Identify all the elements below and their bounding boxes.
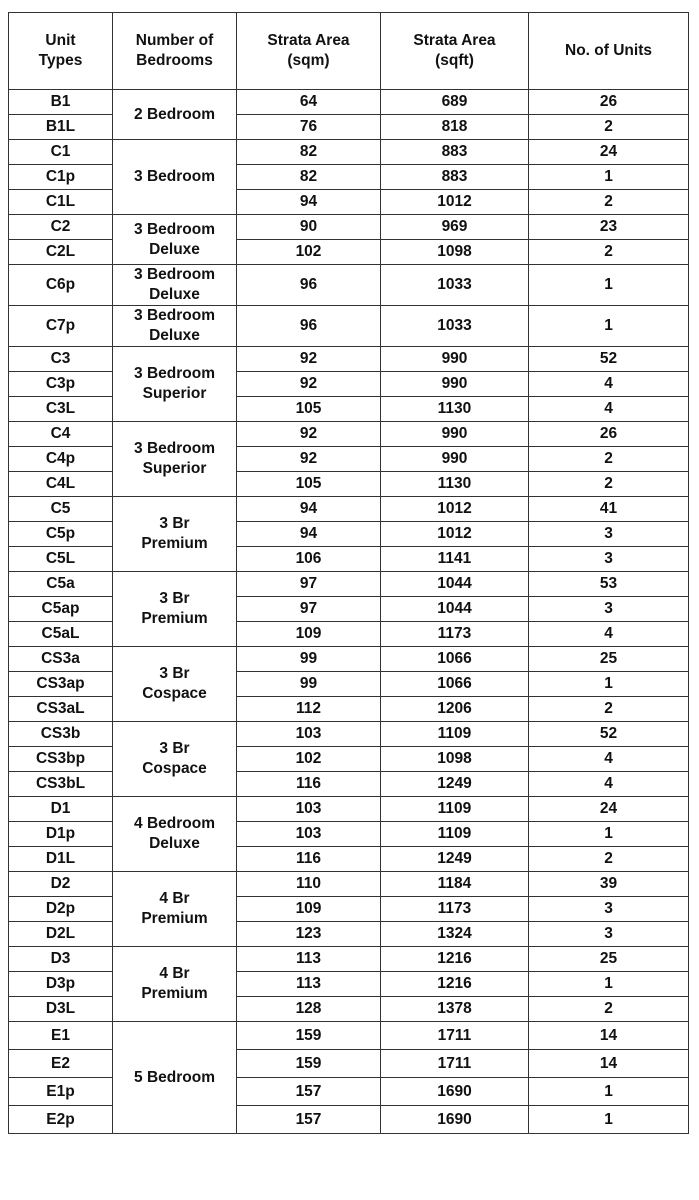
strata-area-sqft-cell: 1690 [381, 1078, 529, 1106]
no-of-units-cell: 39 [529, 872, 689, 897]
strata-area-sqft-cell: 883 [381, 165, 529, 190]
no-of-units-cell: 14 [529, 1050, 689, 1078]
strata-area-sqft-cell: 969 [381, 215, 529, 240]
table-row [9, 90, 689, 115]
table-row [9, 747, 689, 772]
strata-area-sqm-cell: 90 [237, 215, 381, 240]
table-row [9, 797, 689, 822]
strata-area-sqm-cell: 92 [237, 422, 381, 447]
header-strata-area-sqft: Strata Area (sqft) [381, 13, 529, 90]
strata-area-sqm-cell: 94 [237, 190, 381, 215]
strata-area-sqm-cell: 128 [237, 997, 381, 1022]
unit-type-cell: D2p [9, 897, 113, 922]
table-row [9, 347, 689, 372]
no-of-units-cell: 23 [529, 215, 689, 240]
bedroom-type-cell: 3 Bedroom Superior [113, 347, 237, 422]
strata-area-sqft-cell: 1141 [381, 547, 529, 572]
table-row [9, 165, 689, 190]
table-row [9, 372, 689, 397]
unit-type-cell: C1 [9, 140, 113, 165]
table-row [9, 597, 689, 622]
strata-area-sqft-cell: 1044 [381, 572, 529, 597]
unit-type-cell: D3 [9, 947, 113, 972]
bedroom-type-cell: 5 Bedroom [113, 1022, 237, 1134]
strata-area-sqft-cell: 1711 [381, 1050, 529, 1078]
unit-type-cell: D1L [9, 847, 113, 872]
unit-type-cell: C4p [9, 447, 113, 472]
unit-type-cell: D2 [9, 872, 113, 897]
strata-area-sqft-cell: 1184 [381, 872, 529, 897]
unit-type-cell: C5L [9, 547, 113, 572]
unit-type-cell: CS3bp [9, 747, 113, 772]
strata-area-sqm-cell: 76 [237, 115, 381, 140]
strata-area-sqft-cell: 1173 [381, 622, 529, 647]
strata-area-sqft-cell: 1044 [381, 597, 529, 622]
table-header-row [9, 13, 689, 90]
unit-type-cell: B1L [9, 115, 113, 140]
unit-type-cell: C5aL [9, 622, 113, 647]
bedroom-type-cell: 3 Br Premium [113, 572, 237, 647]
strata-area-sqft-cell: 1324 [381, 922, 529, 947]
table-row [9, 997, 689, 1022]
strata-area-sqm-cell: 96 [237, 265, 381, 306]
strata-area-sqft-cell: 990 [381, 422, 529, 447]
unit-type-cell: D1p [9, 822, 113, 847]
unit-type-cell: C3L [9, 397, 113, 422]
strata-area-sqm-cell: 157 [237, 1078, 381, 1106]
strata-area-sqft-cell: 1066 [381, 647, 529, 672]
table-row [9, 647, 689, 672]
strata-area-sqft-cell: 990 [381, 372, 529, 397]
bedroom-type-cell: 3 Bedroom Superior [113, 422, 237, 497]
no-of-units-cell: 4 [529, 372, 689, 397]
unit-type-cell: C5ap [9, 597, 113, 622]
strata-area-sqft-cell: 1130 [381, 397, 529, 422]
header-unit-types: Unit Types [9, 13, 113, 90]
no-of-units-cell: 1 [529, 1078, 689, 1106]
strata-area-sqft-cell: 1130 [381, 472, 529, 497]
strata-area-sqft-cell: 1066 [381, 672, 529, 697]
table-row [9, 972, 689, 997]
table-row [9, 922, 689, 947]
table-row [9, 190, 689, 215]
strata-area-sqm-cell: 103 [237, 822, 381, 847]
strata-area-sqft-cell: 1098 [381, 747, 529, 772]
strata-area-sqm-cell: 112 [237, 697, 381, 722]
strata-area-sqft-cell: 1033 [381, 265, 529, 306]
table-row [9, 897, 689, 922]
strata-area-sqm-cell: 113 [237, 972, 381, 997]
strata-area-sqm-cell: 64 [237, 90, 381, 115]
unit-type-cell: C2L [9, 240, 113, 265]
no-of-units-cell: 1 [529, 306, 689, 347]
table-body [9, 90, 689, 1134]
no-of-units-cell: 2 [529, 190, 689, 215]
strata-area-sqft-cell: 1012 [381, 522, 529, 547]
unit-type-cell: C7p [9, 306, 113, 347]
no-of-units-cell: 1 [529, 672, 689, 697]
no-of-units-cell: 3 [529, 522, 689, 547]
strata-area-sqm-cell: 82 [237, 140, 381, 165]
table-row [9, 672, 689, 697]
strata-area-sqm-cell: 105 [237, 397, 381, 422]
table-row [9, 215, 689, 240]
strata-area-sqft-cell: 1012 [381, 497, 529, 522]
strata-area-sqm-cell: 82 [237, 165, 381, 190]
bedroom-type-cell: 3 Bedroom Deluxe [113, 215, 237, 265]
table-row [9, 397, 689, 422]
strata-area-sqm-cell: 92 [237, 372, 381, 397]
no-of-units-cell: 53 [529, 572, 689, 597]
unit-type-cell: E1 [9, 1022, 113, 1050]
unit-type-cell: CS3b [9, 722, 113, 747]
no-of-units-cell: 2 [529, 847, 689, 872]
no-of-units-cell: 2 [529, 997, 689, 1022]
strata-area-sqm-cell: 106 [237, 547, 381, 572]
strata-area-sqm-cell: 110 [237, 872, 381, 897]
table-row [9, 947, 689, 972]
strata-area-sqm-cell: 92 [237, 347, 381, 372]
strata-area-sqm-cell: 105 [237, 472, 381, 497]
table-row [9, 622, 689, 647]
bedroom-type-cell: 3 Br Cospace [113, 722, 237, 797]
unit-type-cell: C4L [9, 472, 113, 497]
table-row [9, 847, 689, 872]
no-of-units-cell: 2 [529, 472, 689, 497]
no-of-units-cell: 1 [529, 265, 689, 306]
table-row [9, 1022, 689, 1050]
strata-area-sqft-cell: 1033 [381, 306, 529, 347]
table-row [9, 422, 689, 447]
strata-area-sqft-cell: 1109 [381, 797, 529, 822]
strata-area-sqm-cell: 159 [237, 1050, 381, 1078]
unit-type-cell: D3p [9, 972, 113, 997]
no-of-units-cell: 52 [529, 347, 689, 372]
table-row [9, 772, 689, 797]
strata-area-sqft-cell: 818 [381, 115, 529, 140]
unit-type-cell: E1p [9, 1078, 113, 1106]
strata-area-sqm-cell: 103 [237, 797, 381, 822]
unit-mix-table [8, 12, 689, 1134]
table-row [9, 1078, 689, 1106]
no-of-units-cell: 4 [529, 397, 689, 422]
table-row [9, 497, 689, 522]
strata-area-sqft-cell: 1711 [381, 1022, 529, 1050]
strata-area-sqm-cell: 109 [237, 897, 381, 922]
strata-area-sqm-cell: 96 [237, 306, 381, 347]
strata-area-sqm-cell: 99 [237, 672, 381, 697]
no-of-units-cell: 2 [529, 240, 689, 265]
unit-type-cell: E2p [9, 1106, 113, 1134]
strata-area-sqm-cell: 116 [237, 847, 381, 872]
strata-area-sqm-cell: 123 [237, 922, 381, 947]
table-row [9, 822, 689, 847]
bedroom-type-cell: 3 Bedroom [113, 140, 237, 215]
strata-area-sqft-cell: 1098 [381, 240, 529, 265]
strata-area-sqft-cell: 1012 [381, 190, 529, 215]
unit-type-cell: C5a [9, 572, 113, 597]
strata-area-sqft-cell: 1109 [381, 722, 529, 747]
strata-area-sqft-cell: 1216 [381, 947, 529, 972]
unit-type-cell: C5p [9, 522, 113, 547]
no-of-units-cell: 24 [529, 797, 689, 822]
no-of-units-cell: 24 [529, 140, 689, 165]
table-row [9, 697, 689, 722]
strata-area-sqm-cell: 116 [237, 772, 381, 797]
table-row [9, 1050, 689, 1078]
no-of-units-cell: 25 [529, 947, 689, 972]
no-of-units-cell: 1 [529, 972, 689, 997]
no-of-units-cell: 26 [529, 90, 689, 115]
unit-type-cell: C3 [9, 347, 113, 372]
strata-area-sqm-cell: 94 [237, 497, 381, 522]
table-row [9, 522, 689, 547]
header-no-of-units: No. of Units [529, 13, 689, 90]
strata-area-sqft-cell: 689 [381, 90, 529, 115]
table-row [9, 115, 689, 140]
bedroom-type-cell: 3 Br Premium [113, 497, 237, 572]
strata-area-sqft-cell: 1690 [381, 1106, 529, 1134]
bedroom-type-cell: 3 Br Cospace [113, 647, 237, 722]
strata-area-sqm-cell: 94 [237, 522, 381, 547]
bedroom-type-cell: 4 Br Premium [113, 872, 237, 947]
table-row [9, 140, 689, 165]
table-row [9, 572, 689, 597]
bedroom-type-cell: 3 Bedroom Deluxe [113, 265, 237, 306]
strata-area-sqm-cell: 97 [237, 597, 381, 622]
no-of-units-cell: 26 [529, 422, 689, 447]
strata-area-sqm-cell: 109 [237, 622, 381, 647]
unit-type-cell: CS3bL [9, 772, 113, 797]
no-of-units-cell: 2 [529, 115, 689, 140]
no-of-units-cell: 3 [529, 597, 689, 622]
unit-type-cell: CS3aL [9, 697, 113, 722]
no-of-units-cell: 4 [529, 747, 689, 772]
table-row [9, 240, 689, 265]
strata-area-sqm-cell: 159 [237, 1022, 381, 1050]
strata-area-sqft-cell: 990 [381, 447, 529, 472]
unit-type-cell: C1L [9, 190, 113, 215]
unit-type-cell: C1p [9, 165, 113, 190]
strata-area-sqft-cell: 1173 [381, 897, 529, 922]
strata-area-sqft-cell: 1206 [381, 697, 529, 722]
unit-type-cell: D1 [9, 797, 113, 822]
no-of-units-cell: 2 [529, 697, 689, 722]
no-of-units-cell: 1 [529, 822, 689, 847]
no-of-units-cell: 1 [529, 1106, 689, 1134]
table-row [9, 265, 689, 306]
table-row [9, 722, 689, 747]
unit-type-cell: C6p [9, 265, 113, 306]
no-of-units-cell: 14 [529, 1022, 689, 1050]
strata-area-sqm-cell: 103 [237, 722, 381, 747]
table-row [9, 872, 689, 897]
table-row [9, 1106, 689, 1134]
unit-type-cell: C4 [9, 422, 113, 447]
no-of-units-cell: 52 [529, 722, 689, 747]
unit-type-cell: C3p [9, 372, 113, 397]
bedroom-type-cell: 4 Bedroom Deluxe [113, 797, 237, 872]
strata-area-sqm-cell: 102 [237, 747, 381, 772]
bedroom-type-cell: 4 Br Premium [113, 947, 237, 1022]
unit-type-cell: E2 [9, 1050, 113, 1078]
no-of-units-cell: 1 [529, 165, 689, 190]
no-of-units-cell: 41 [529, 497, 689, 522]
strata-area-sqft-cell: 1109 [381, 822, 529, 847]
unit-type-cell: CS3a [9, 647, 113, 672]
unit-type-cell: C2 [9, 215, 113, 240]
unit-type-cell: CS3ap [9, 672, 113, 697]
table-row [9, 472, 689, 497]
no-of-units-cell: 3 [529, 547, 689, 572]
no-of-units-cell: 4 [529, 772, 689, 797]
header-strata-area-sqm: Strata Area (sqm) [237, 13, 381, 90]
strata-area-sqft-cell: 1249 [381, 772, 529, 797]
table-row [9, 447, 689, 472]
no-of-units-cell: 2 [529, 447, 689, 472]
strata-area-sqft-cell: 883 [381, 140, 529, 165]
no-of-units-cell: 4 [529, 622, 689, 647]
strata-area-sqft-cell: 1378 [381, 997, 529, 1022]
table-row [9, 306, 689, 347]
strata-area-sqft-cell: 1216 [381, 972, 529, 997]
no-of-units-cell: 3 [529, 922, 689, 947]
header-number-of-bedrooms: Number of Bedrooms [113, 13, 237, 90]
strata-area-sqm-cell: 97 [237, 572, 381, 597]
strata-area-sqm-cell: 113 [237, 947, 381, 972]
no-of-units-cell: 3 [529, 897, 689, 922]
bedroom-type-cell: 3 Bedroom Deluxe [113, 306, 237, 347]
strata-area-sqm-cell: 102 [237, 240, 381, 265]
bedroom-type-cell: 2 Bedroom [113, 90, 237, 140]
strata-area-sqm-cell: 99 [237, 647, 381, 672]
table-row [9, 547, 689, 572]
strata-area-sqft-cell: 1249 [381, 847, 529, 872]
unit-type-cell: D3L [9, 997, 113, 1022]
strata-area-sqm-cell: 157 [237, 1106, 381, 1134]
unit-type-cell: C5 [9, 497, 113, 522]
strata-area-sqft-cell: 990 [381, 347, 529, 372]
strata-area-sqm-cell: 92 [237, 447, 381, 472]
unit-type-cell: D2L [9, 922, 113, 947]
unit-type-cell: B1 [9, 90, 113, 115]
no-of-units-cell: 25 [529, 647, 689, 672]
